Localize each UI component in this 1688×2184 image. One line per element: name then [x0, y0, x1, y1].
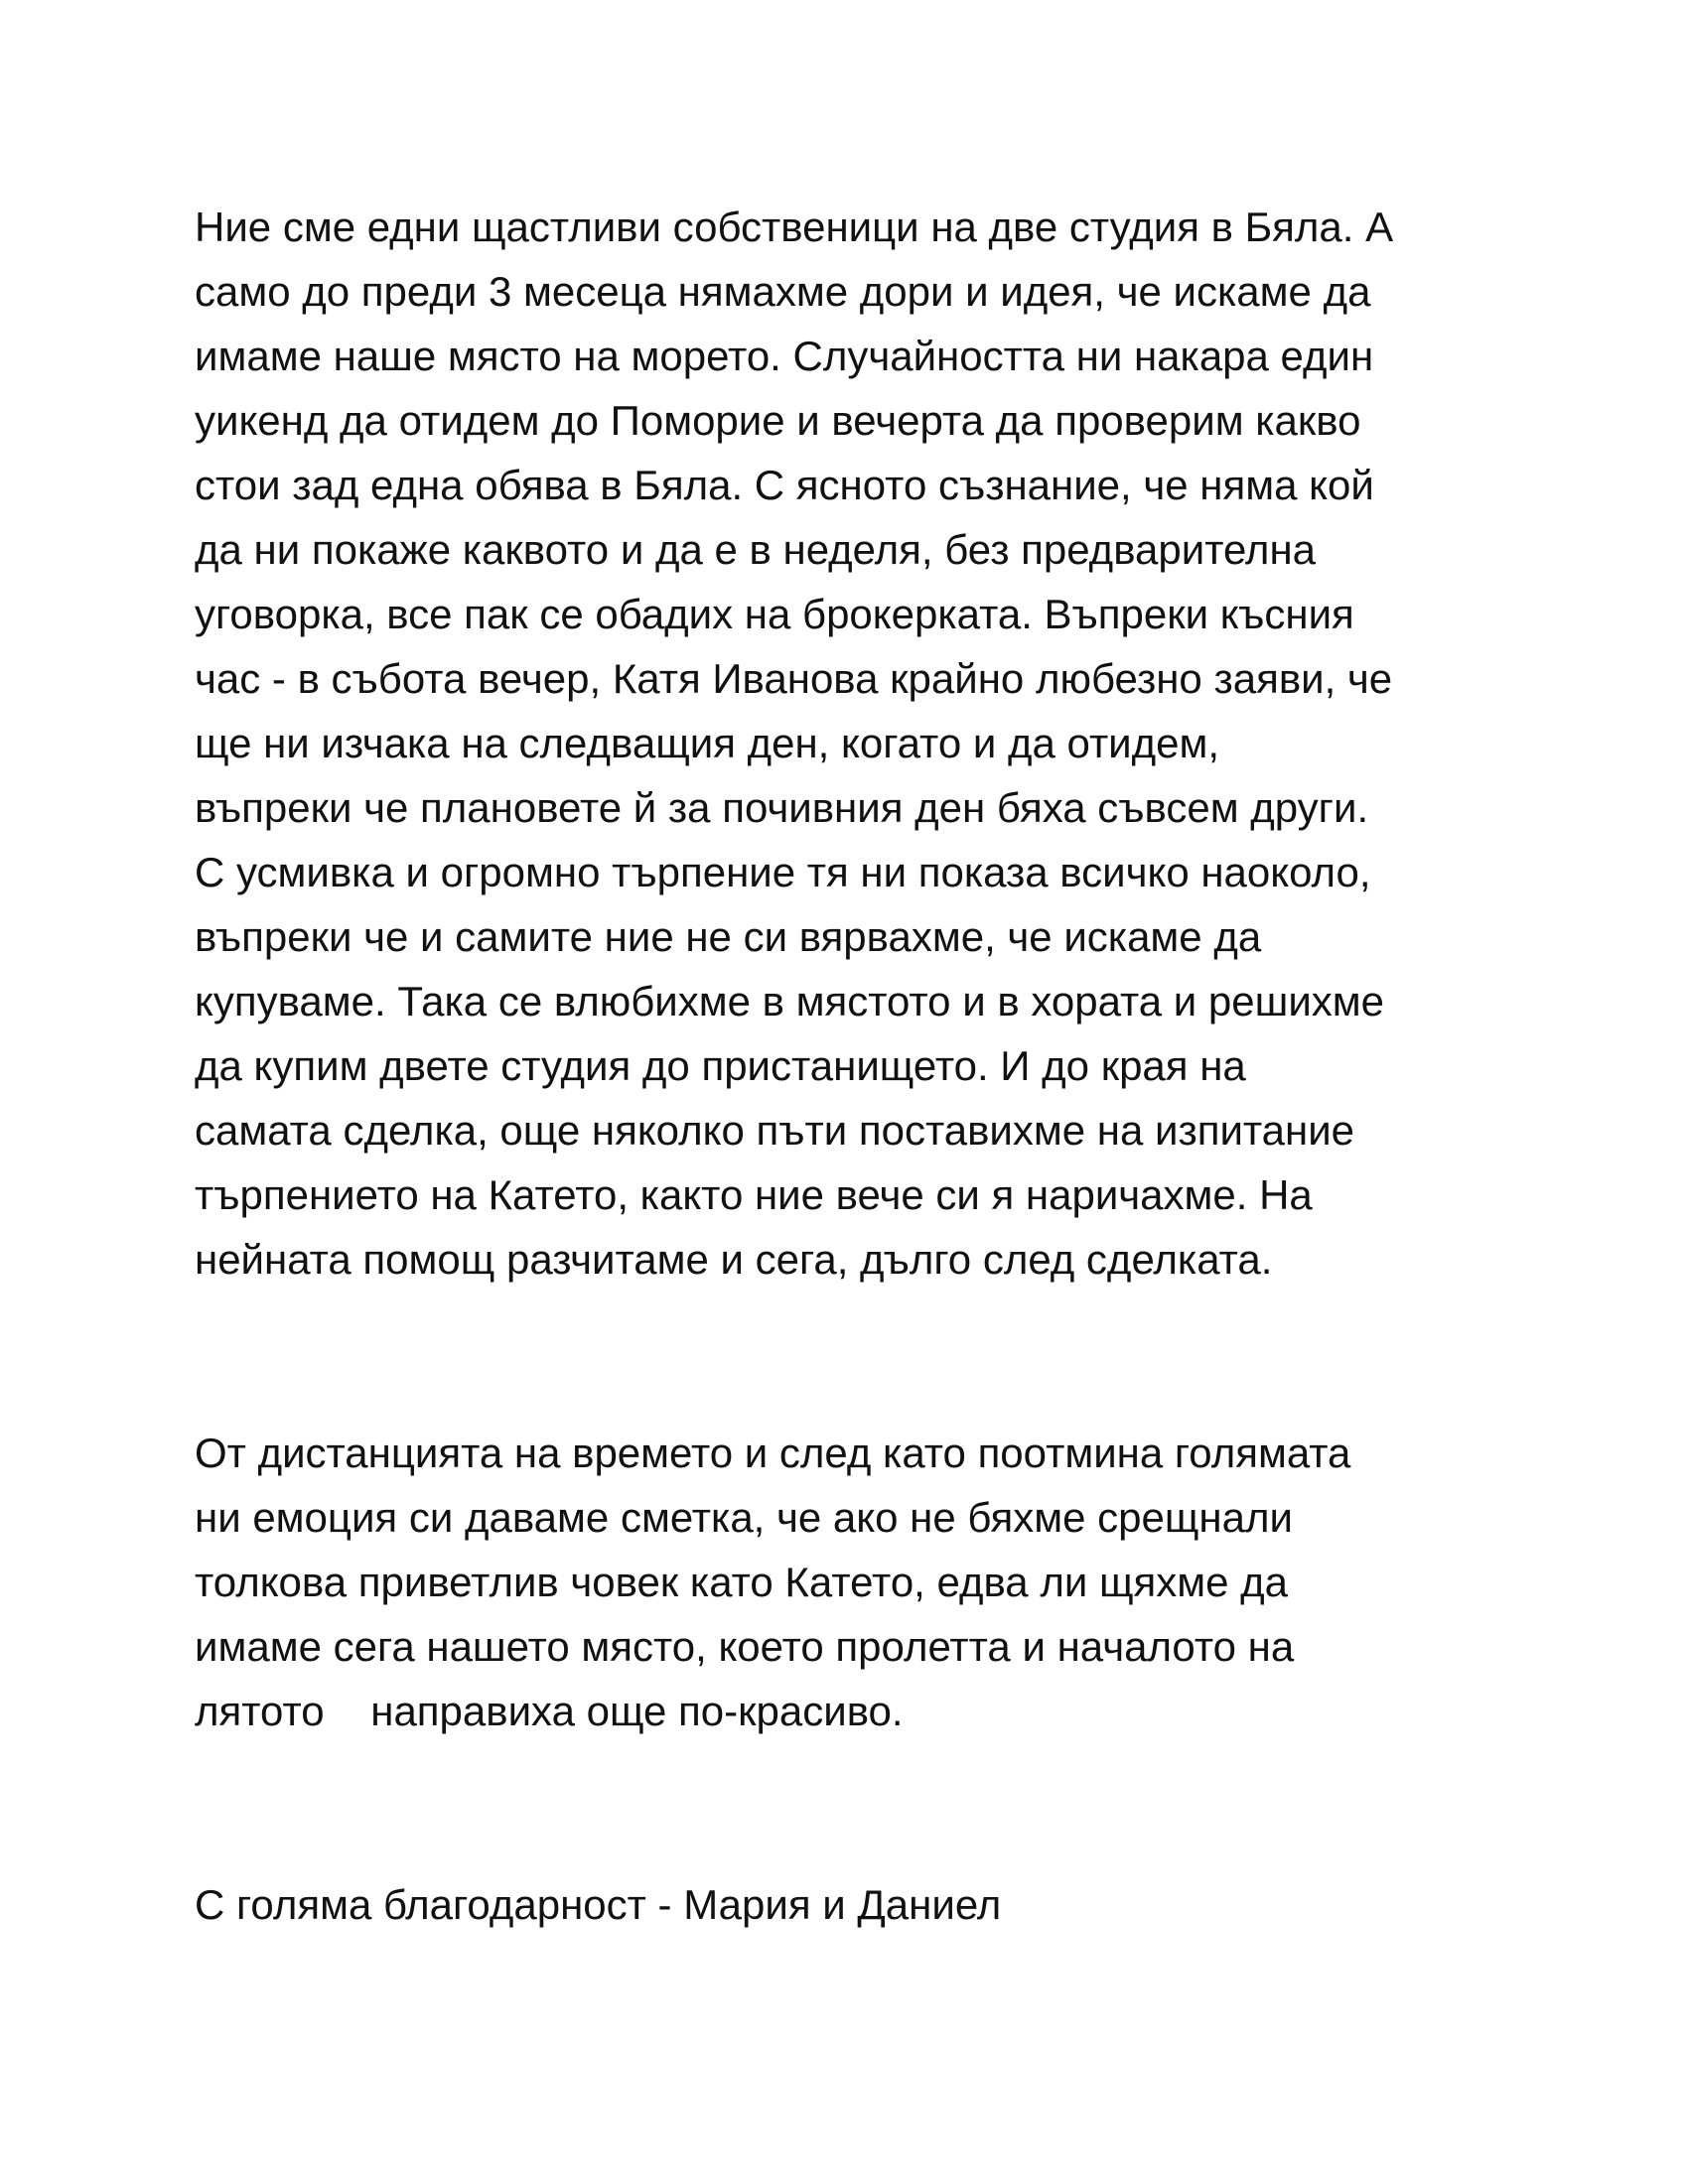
text-line: само до преди 3 месеца нямахме дори и идея, че искаме да [195, 268, 1371, 315]
text-line: търпението на Катето, както ние вече си я наричахме. На [195, 1171, 1313, 1218]
text-line: От дистанцията на времето и след като поотмина голямата [195, 1430, 1351, 1476]
text-line: С усмивка и огромно търпение тя ни показа всичко наоколо, [195, 849, 1371, 895]
paragraph-reflection [195, 1421, 1505, 1743]
text-line: уикенд да отидем до Поморие и вечерта да проверим какво [195, 397, 1361, 444]
text-line: ни емоция си даваме сметка, че ако не бяхме срещнали [195, 1494, 1293, 1541]
signature-line: С голяма благодарност - Мария и Даниел [195, 1881, 1002, 1928]
text-line: въпреки че плановете й за почивния ден бяха съвсем други. [195, 784, 1369, 831]
document-body [195, 195, 1505, 1937]
text-line: имаме сега нашето място, което пролетта и началото на [195, 1623, 1295, 1670]
text-line: да ни покаже каквото и да е в неделя, без предварителна [195, 526, 1316, 573]
text-line: час - в събота вечер, Катя Иванова крайно любезно заяви, че [195, 655, 1393, 702]
paragraph-testimonial [195, 195, 1505, 1292]
text-line: уговорка, все пак се обадих на брокерката. Въпреки късния [195, 591, 1354, 637]
text-line: да купим двете студия до пристанището. И до края на [195, 1042, 1246, 1089]
text-line: нейната помощ разчитаме и сега, дълго след сделката. [195, 1236, 1273, 1283]
text-line: Ние сме едни щастливи собственици на две студия в Бяла. А [195, 204, 1394, 250]
text-line: купуваме. Така се влюбихме в мястото и в хората и решихме [195, 978, 1385, 1024]
paragraph-signature [195, 1872, 1505, 1937]
text-line: въпреки че и самите ние не си вярвахме, че искаме да [195, 913, 1262, 960]
text-line: самата сделка, още няколко пъти поставихме на изпитание [195, 1107, 1355, 1154]
text-line: толкова приветлив човек като Катето, едва ли щяхме да [195, 1559, 1289, 1605]
text-line: имаме наше място на морето. Случайността ни накара един [195, 333, 1374, 379]
text-line: ще ни изчака на следващия ден, когато и да отидем, [195, 720, 1220, 766]
text-line: стои зад една обява в Бяла. С ясното съзнание, че няма кой [195, 462, 1374, 508]
text-line: лятото направиха още по-красиво. [195, 1688, 904, 1734]
